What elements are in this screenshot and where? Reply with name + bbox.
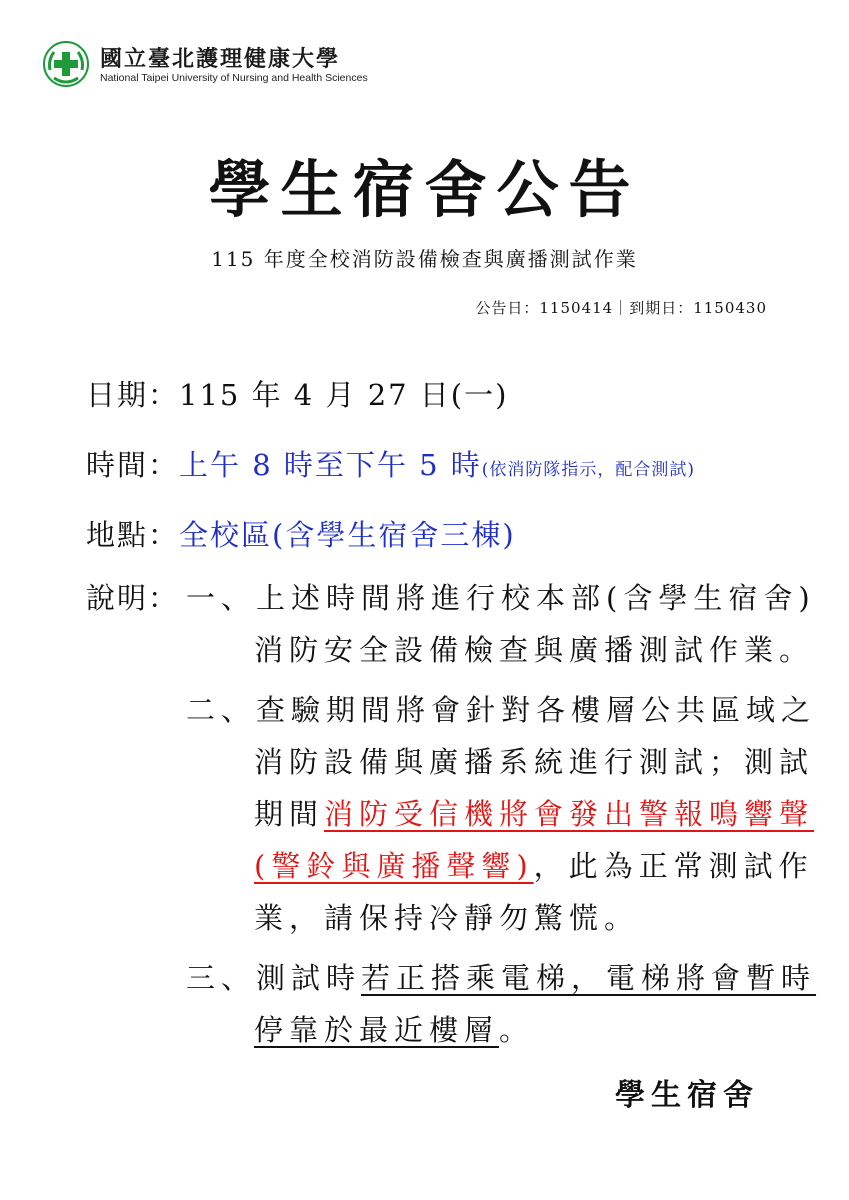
notice-title: 學生宿舍公告 [208, 153, 641, 226]
date-value: 115 年 4 月 27 日(一) [179, 378, 509, 412]
item-2-line-1 [186, 690, 816, 730]
nursing-cross-emblem-icon [42, 40, 90, 88]
item-3-number: 三、 [186, 961, 257, 995]
desc-label-row [86, 578, 179, 618]
item-1-number: 一、 [186, 581, 257, 615]
item-2-line-5: 業，請保持冷靜勿驚慌。 [254, 901, 640, 935]
item-2-line-2: 消防設備與廣播系統進行測試；測試 [254, 745, 815, 779]
time-value: 上午 8 時至下午 5 時 [179, 448, 482, 482]
time-row [86, 445, 695, 490]
item-3-line-2 [254, 1010, 534, 1050]
item-2-text-4b: ，此為正常測試作 [533, 849, 814, 883]
item-3-text-2b: 。 [499, 1013, 535, 1047]
item-2-text-3a: 期間 [254, 797, 325, 831]
item-1-text-1: 上述時間將進行校本部(含學生宿舍) [256, 581, 816, 615]
item-2-line-3 [254, 794, 814, 834]
place-label: 地點： [86, 518, 180, 552]
item-2-number: 二、 [186, 693, 257, 727]
elevator-warning-text: 若正搭乘電梯，電梯將會暫時 [361, 961, 817, 995]
item-3-text-1a: 測試時 [256, 961, 362, 995]
item-3-line-1 [186, 958, 816, 998]
time-note: (依消防隊指示，配合測試) [481, 460, 696, 480]
item-2-line-4 [254, 846, 814, 886]
desc-label: 說明： [86, 581, 180, 615]
signature: 學生宿舍 [615, 1078, 759, 1113]
alarm-warning-paren: (警鈴與廣播聲響) [254, 849, 534, 883]
elevator-warning-text-2: 停靠於最近樓層 [254, 1013, 500, 1047]
item-1-line-1 [186, 578, 816, 618]
place-row [86, 515, 516, 555]
date-label: 日期： [86, 378, 180, 412]
school-logo [42, 40, 368, 90]
item-2-text-1: 查驗期間將會針對各樓層公共區域之 [256, 693, 817, 727]
notice-subtitle: 115 年度全校消防設備檢查與廣播測試作業 [211, 247, 638, 271]
item-1-line-2: 消防安全設備檢查與廣播測試作業。 [254, 633, 815, 667]
school-name-cn: 國立臺北護理健康大學 [100, 46, 341, 72]
school-name-en: National Taipei University of Nursing and Health Sciences [100, 72, 368, 84]
notice-dates: 公告日：1150414｜到期日：1150430 [475, 299, 767, 317]
time-label: 時間： [86, 448, 180, 482]
date-row [86, 375, 508, 415]
alarm-warning-text: 消防受信機將會發出警報鳴響聲 [324, 797, 815, 831]
place-value: 全校區(含學生宿舍三棟) [179, 518, 516, 552]
